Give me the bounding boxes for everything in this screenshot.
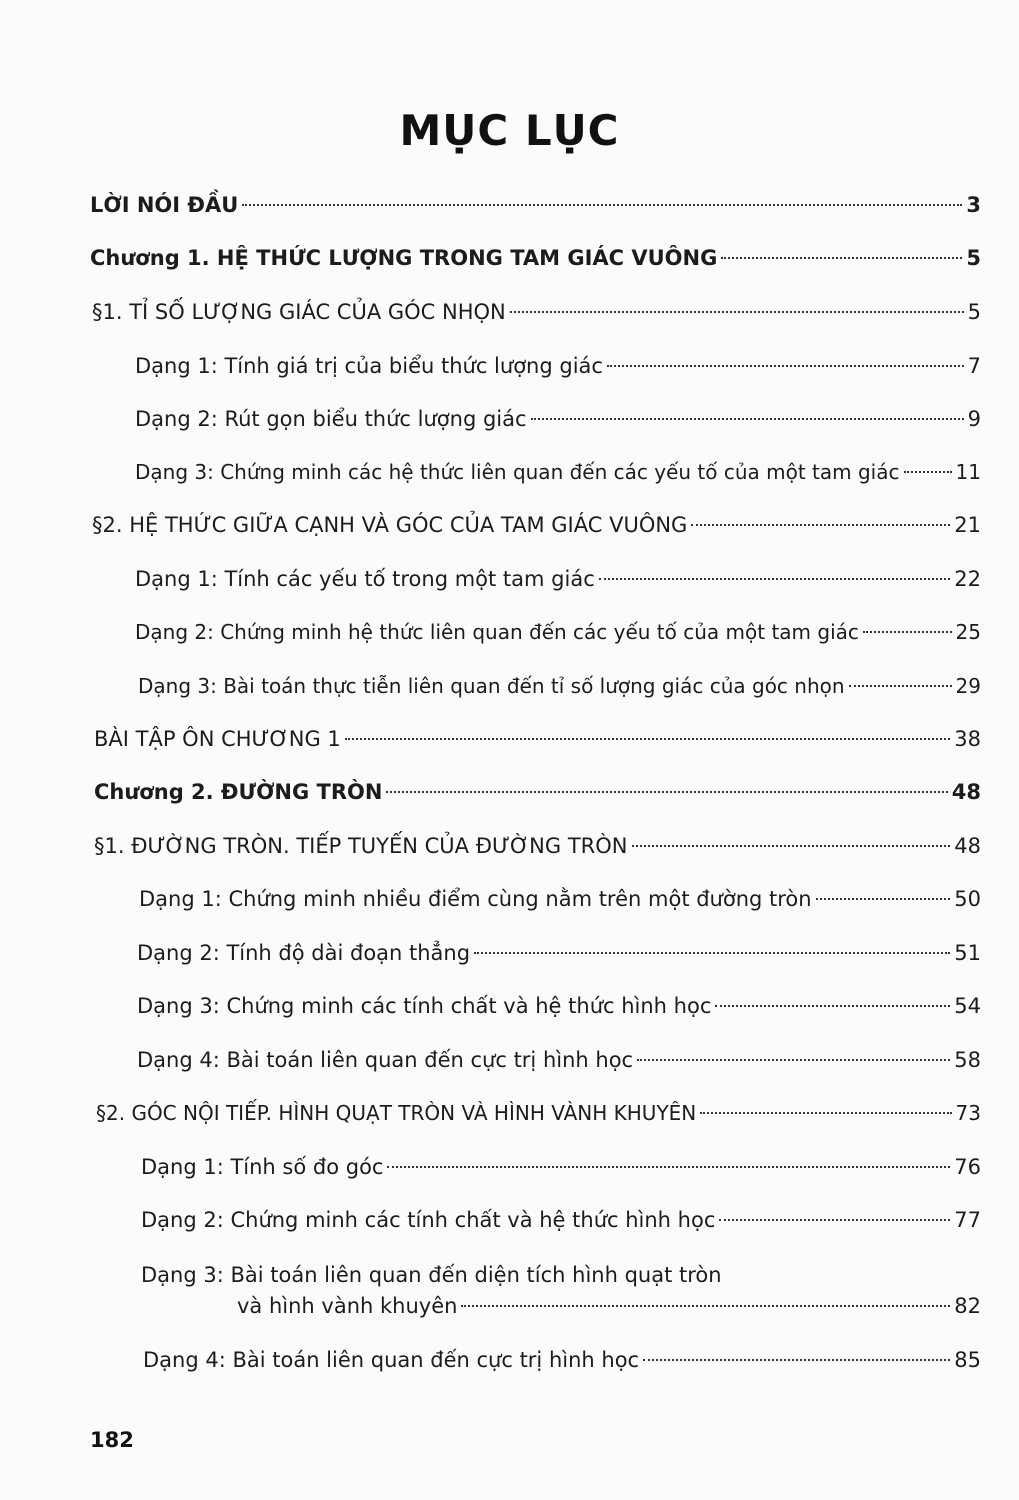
toc-entry-page: 51 (954, 941, 981, 965)
toc-entry-title: §2. HỆ THỨC GIỮA CẠNH VÀ GÓC CỦA TAM GIÁC VUÔNG (92, 513, 688, 537)
dot-leader (632, 845, 951, 847)
toc-entry-page: 48 (951, 780, 981, 804)
toc-entry-subsection (137, 1045, 981, 1075)
toc-entry-title: Dạng 4: Bài toán liên quan đến cực trị hình học (137, 1048, 634, 1072)
toc-entry-title: §1. ĐƯỜNG TRÒN. TIẾP TUYẾN CỦA ĐƯỜNG TRÒN (94, 834, 628, 858)
toc-entry-subsection (135, 457, 981, 487)
toc-entry-title: Chương 1. HỆ THỨC LƯỢNG TRONG TAM GIÁC VUÔNG (90, 246, 718, 270)
dot-leader (461, 1305, 950, 1307)
dot-leader (386, 791, 947, 793)
page-number: 182 (90, 1428, 134, 1452)
dot-leader (719, 1219, 950, 1221)
toc-entry-page: 7 (967, 354, 981, 378)
toc-entry-page: 9 (967, 407, 981, 431)
toc-entry-page: 58 (954, 1048, 981, 1072)
dot-leader (643, 1359, 950, 1361)
toc-entry-page: 54 (954, 994, 981, 1018)
toc-entry-title: Dạng 1: Tính giá trị của biểu thức lượng giác (135, 354, 603, 378)
toc-entry-subsection (135, 404, 981, 434)
toc-entry-subsection-multiline (141, 1259, 981, 1321)
toc-entry-title: Dạng 4: Bài toán liên quan đến cực trị hình học (143, 1348, 640, 1372)
toc-entry-title-line2: và hình vành khuyên (237, 1294, 458, 1318)
toc-entry-section (92, 510, 981, 540)
dot-leader (242, 204, 962, 206)
toc-entry-section (96, 1098, 981, 1128)
toc-entry-page: 5 (967, 300, 981, 324)
toc-entry-chapter-1 (90, 243, 981, 273)
toc-entry-page: 29 (955, 674, 981, 698)
toc-entry-title: Dạng 1: Chứng minh nhiều điểm cùng nằm trên một đường tròn (139, 887, 812, 911)
toc-entry-title: Dạng 3: Chứng minh các hệ thức liên quan đến các yếu tố của một tam giác (135, 460, 900, 484)
toc-entry-subsection (139, 884, 981, 914)
toc-entry-section (94, 831, 981, 861)
toc-entry-title: Dạng 2: Chứng minh các tính chất và hệ thức hình học (141, 1208, 716, 1232)
toc-entry-title: Dạng 1: Tính các yếu tố trong một tam giác (135, 567, 595, 591)
toc-entry-page: 77 (954, 1208, 981, 1232)
dot-leader (607, 365, 964, 367)
dot-leader (599, 578, 951, 580)
toc-entry-title: §2. GÓC NỘI TIẾP. HÌNH QUẠT TRÒN VÀ HÌNH VÀNH KHUYÊN (96, 1101, 697, 1125)
dot-leader (904, 471, 952, 473)
toc-entry-subsection (138, 671, 981, 701)
toc-entry-page: 76 (954, 1155, 981, 1179)
toc-entry-page: 5 (966, 246, 981, 270)
toc-entry-continuation (141, 1291, 981, 1321)
dot-leader (849, 685, 952, 687)
toc-entry-page: 73 (955, 1101, 981, 1125)
toc-entry-subsection (135, 564, 981, 594)
dot-leader (387, 1166, 950, 1168)
dot-leader (816, 898, 951, 900)
dot-leader (510, 311, 964, 313)
dot-leader (721, 257, 962, 259)
toc-entry-page: 21 (954, 513, 981, 537)
dot-leader (700, 1112, 951, 1114)
toc-entry-title: BÀI TẬP ÔN CHƯƠNG 1 (94, 727, 341, 751)
toc-entry-page: 85 (954, 1348, 981, 1372)
toc-entry-page: 22 (954, 567, 981, 591)
toc-entry-page: 3 (966, 193, 981, 217)
toc-entry-subsection (137, 938, 981, 968)
dot-leader (531, 418, 964, 420)
toc-entry-preface (90, 190, 981, 220)
toc-entry-page: 50 (954, 887, 981, 911)
toc-entry-title: Dạng 2: Rút gọn biểu thức lượng giác (135, 407, 527, 431)
toc-entry-subsection (143, 1345, 981, 1375)
dot-leader (345, 738, 951, 740)
dot-leader (637, 1059, 950, 1061)
toc-entry-title: Dạng 3: Bài toán liên quan đến diện tích hình quạt tròn (141, 1263, 722, 1287)
toc-entry-title: Dạng 3: Chứng minh các tính chất và hệ thức hình học (137, 994, 712, 1018)
dot-leader (474, 952, 950, 954)
toc-entry-chapter-2 (94, 777, 981, 807)
dot-leader (863, 631, 952, 633)
toc-entry-subsection (141, 1152, 981, 1182)
toc-entry-subsection (135, 351, 981, 381)
toc-entry-page: 48 (954, 834, 981, 858)
toc-entry-page: 82 (954, 1294, 981, 1318)
toc-entry-page: 38 (954, 727, 981, 751)
toc-entry-review (94, 724, 981, 754)
toc-entry-page: 11 (955, 460, 981, 484)
toc-entry-subsection (137, 991, 981, 1021)
dot-leader (715, 1005, 950, 1007)
page-title: MỤC LỤC (399, 106, 620, 155)
toc-entry-title: Dạng 1: Tính số đo góc (141, 1155, 384, 1179)
toc-entry-title: Dạng 3: Bài toán thực tiễn liên quan đến tỉ số lượng giác của góc nhọn (138, 674, 845, 698)
toc-entry-page: 25 (955, 620, 981, 644)
toc-entry-title: Dạng 2: Tính độ dài đoạn thẳng (137, 941, 471, 965)
toc-entry-title: §1. TỈ SỐ LƯỢNG GIÁC CỦA GÓC NHỌN (92, 300, 506, 324)
toc-entry-subsection (141, 1205, 981, 1235)
toc-entry-section (92, 297, 981, 327)
toc-entry-title: LỜI NÓI ĐẦU (90, 193, 239, 217)
toc-entry-title: Chương 2. ĐƯỜNG TRÒN (94, 780, 383, 804)
toc-entry-title: Dạng 2: Chứng minh hệ thức liên quan đến các yếu tố của một tam giác (135, 620, 859, 644)
dot-leader (691, 524, 950, 526)
toc-entry-subsection (135, 617, 981, 647)
